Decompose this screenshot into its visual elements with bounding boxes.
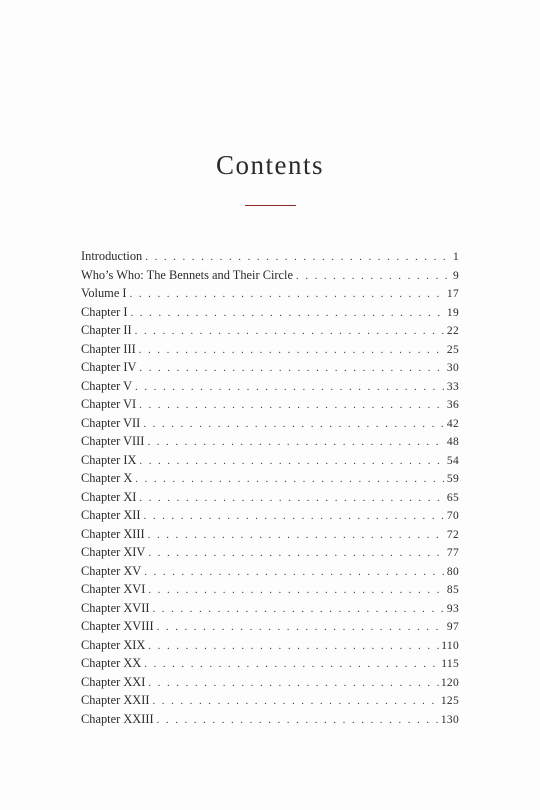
dot-leader — [148, 637, 439, 656]
toc-entry-label: Chapter XI — [81, 489, 137, 504]
dot-leader — [139, 396, 445, 415]
toc-entry[interactable] — [81, 654, 459, 673]
dot-leader — [152, 692, 438, 711]
toc-entry-page: 42 — [446, 417, 459, 430]
dot-leader — [296, 267, 451, 286]
toc-entry[interactable] — [81, 562, 459, 581]
toc-entry[interactable] — [81, 543, 459, 562]
toc-entry-label: Chapter V — [81, 378, 133, 393]
toc-entry-page: 30 — [446, 362, 459, 374]
dot-leader — [148, 674, 439, 693]
toc-entry-label: Chapter IX — [81, 452, 137, 467]
dot-leader — [139, 359, 444, 378]
toc-entry-page: 125 — [440, 695, 459, 707]
toc-entry[interactable] — [81, 414, 459, 433]
toc-entry-label: Chapter XV — [81, 563, 142, 578]
dot-leader — [148, 526, 445, 545]
toc-entry-label: Chapter XXII — [81, 693, 150, 707]
toc-entry-label: Volume I — [81, 286, 127, 300]
toc-entry[interactable] — [81, 432, 459, 451]
dot-leader — [157, 618, 445, 637]
toc-entry-page: 65 — [446, 491, 459, 504]
toc-entry[interactable] — [81, 673, 459, 692]
toc-entry[interactable] — [81, 710, 459, 729]
dot-leader — [148, 544, 445, 563]
toc-entry-label: Chapter X — [81, 471, 133, 485]
toc-entry-label: Chapter III — [81, 341, 136, 356]
toc-entry[interactable] — [81, 599, 459, 618]
toc-entry-label: Chapter II — [81, 323, 132, 337]
toc-entry-label: Introduction — [81, 249, 143, 263]
toc-entry-page: 25 — [446, 343, 459, 356]
toc-entry-label: Chapter XVIII — [81, 619, 154, 633]
title-rule — [245, 205, 296, 206]
dot-leader — [130, 304, 444, 323]
toc-entry-label: Chapter XX — [81, 656, 142, 670]
toc-entry-page: 54 — [446, 454, 459, 467]
toc-entry[interactable] — [81, 303, 459, 322]
toc-entry-page: 19 — [446, 306, 459, 319]
toc-entry-label: Chapter XIII — [81, 526, 145, 541]
toc-entry[interactable] — [81, 321, 459, 340]
dot-leader — [157, 711, 439, 730]
toc-entry-label: Chapter VII — [81, 415, 141, 430]
toc-entry-page: 93 — [446, 602, 459, 615]
toc-entry-page: 22 — [446, 325, 459, 337]
dot-leader — [135, 470, 445, 489]
toc-entry-page: 70 — [446, 510, 459, 522]
toc-entry-page: 36 — [446, 399, 459, 411]
toc-entry-page: 33 — [446, 380, 459, 393]
toc-entry-page: 59 — [446, 473, 459, 485]
toc-entry-label: Chapter VIII — [81, 434, 145, 448]
dot-leader — [145, 248, 451, 267]
toc-entry-label: Chapter IV — [81, 360, 137, 374]
toc-entry-page: 120 — [440, 676, 459, 689]
toc-entry-label: Chapter XII — [81, 508, 141, 522]
toc-entry[interactable] — [81, 506, 459, 525]
dot-leader — [135, 378, 445, 397]
toc-entry-page: 77 — [446, 547, 459, 559]
toc-entry[interactable] — [81, 580, 459, 599]
dot-leader — [139, 452, 444, 471]
dot-leader — [130, 285, 445, 304]
toc-entry-page: 130 — [440, 713, 459, 726]
toc-entry-page: 72 — [446, 528, 459, 541]
toc-entry[interactable] — [81, 636, 459, 655]
page-title: Contents — [215, 150, 324, 180]
dot-leader — [144, 507, 445, 526]
toc-entry-page: 48 — [446, 436, 459, 448]
toc-entry-page: 97 — [446, 621, 459, 633]
toc-entry-page: 9 — [452, 269, 459, 282]
toc-entry[interactable] — [81, 284, 459, 303]
toc-entry[interactable] — [81, 488, 459, 507]
toc-entry-page: 80 — [446, 565, 459, 578]
dot-leader — [147, 433, 444, 452]
dot-leader — [139, 341, 445, 360]
dot-leader — [139, 489, 444, 508]
toc-entry-label: Chapter VI — [81, 397, 137, 411]
toc-entry-page: 85 — [446, 584, 459, 596]
toc-entry-label: Chapter XIV — [81, 545, 146, 559]
dot-leader — [148, 581, 445, 600]
toc-entry-label: Chapter XVI — [81, 582, 146, 596]
toc-entry-page: 110 — [441, 639, 459, 652]
dot-leader — [135, 322, 445, 341]
toc-entry-label: Chapter XXIII — [81, 711, 154, 726]
toc-entry[interactable] — [81, 377, 459, 396]
toc-entry[interactable] — [81, 395, 459, 414]
dot-leader — [144, 563, 445, 582]
toc-entry[interactable] — [81, 340, 459, 359]
toc-entry-label: Chapter XVII — [81, 600, 150, 615]
toc-entry[interactable] — [81, 247, 459, 266]
dot-leader — [152, 600, 444, 619]
toc-entry-page: 17 — [446, 288, 459, 300]
toc-entry-label: Chapter XIX — [81, 637, 146, 652]
toc-entry-label: Who’s Who: The Bennets and Their Circle — [81, 267, 293, 282]
toc-entry[interactable] — [81, 358, 459, 377]
dot-leader — [143, 415, 445, 434]
toc-entry[interactable] — [81, 451, 459, 470]
toc-entry[interactable] — [81, 525, 459, 544]
table-of-contents — [81, 247, 459, 728]
toc-entry-page: 1 — [452, 251, 459, 263]
toc-entry-page: 115 — [441, 658, 459, 670]
toc-entry[interactable] — [81, 691, 459, 710]
toc-entry[interactable] — [81, 266, 459, 285]
toc-entry-label: Chapter XXI — [81, 674, 146, 689]
toc-entry-label: Chapter I — [81, 304, 128, 319]
toc-entry[interactable] — [81, 617, 459, 636]
dot-leader — [144, 655, 439, 674]
toc-entry[interactable] — [81, 469, 459, 488]
